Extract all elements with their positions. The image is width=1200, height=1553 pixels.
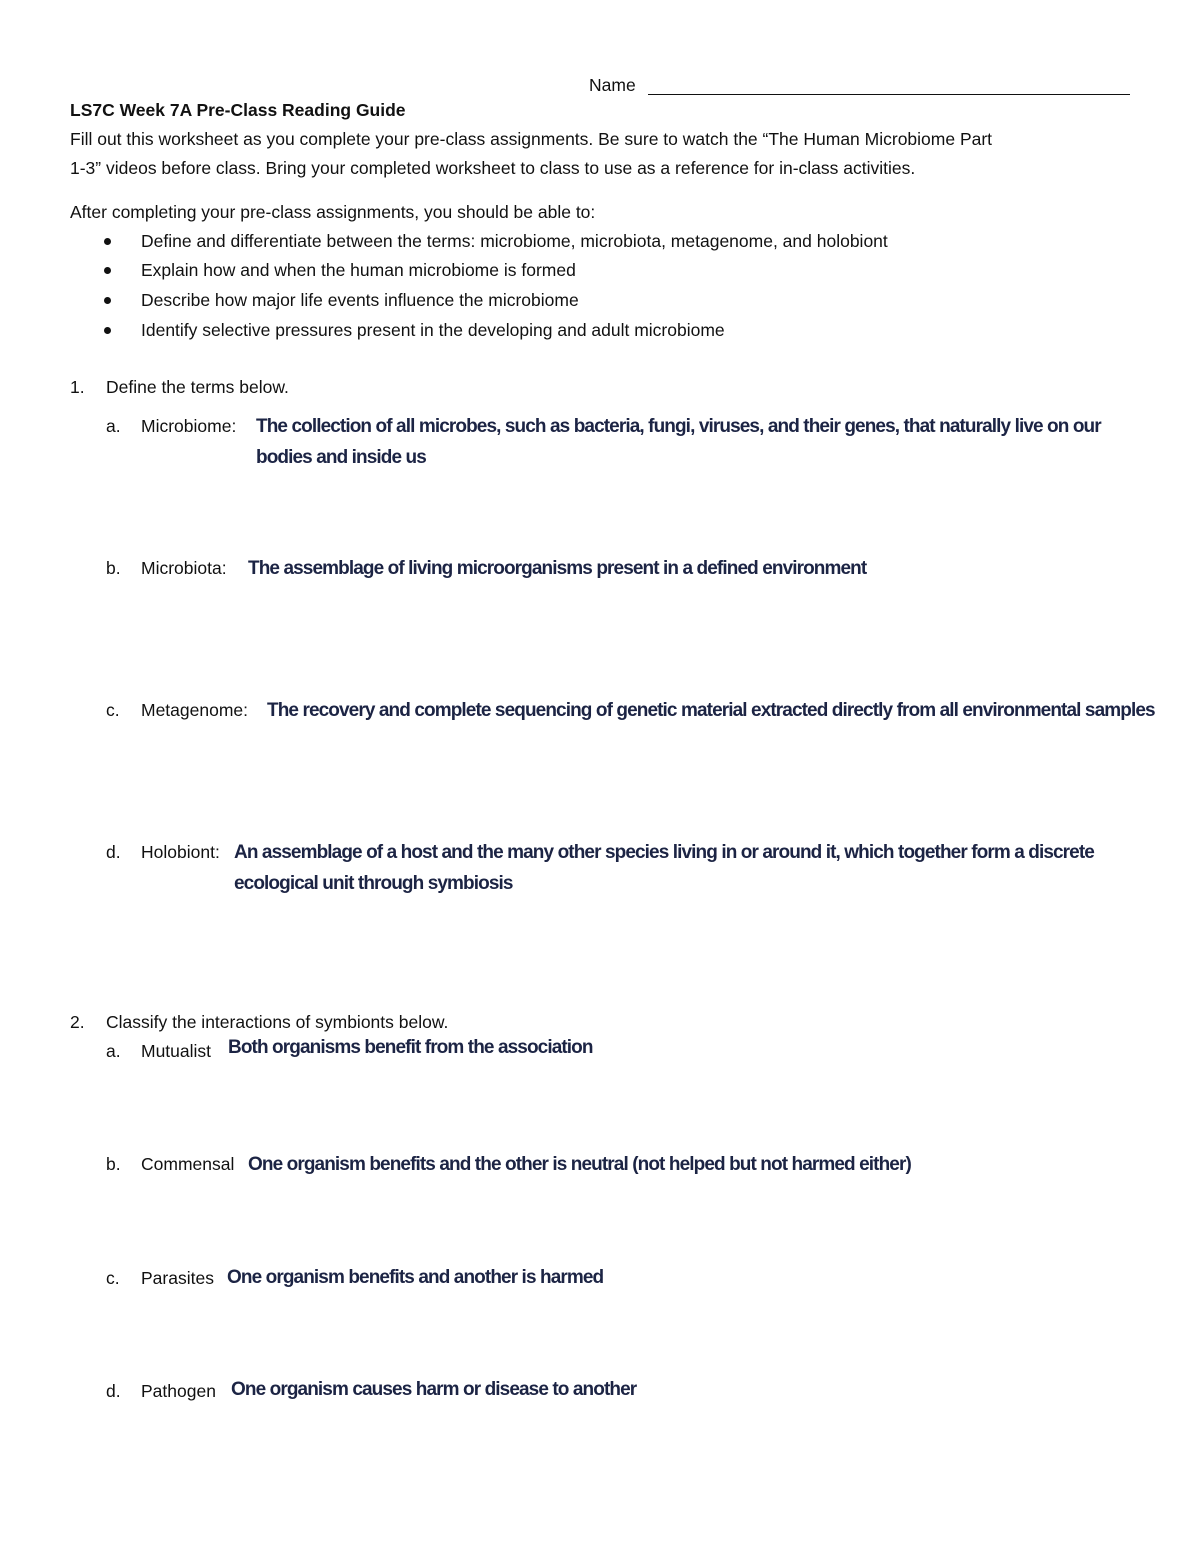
bullet-icon: [104, 297, 111, 304]
intro-line-2: 1-3” videos before class. Bring your completed worksheet to class to use as a reference for in-class activities.: [70, 158, 916, 178]
objective-item: Define and differentiate between the terms: microbiome, microbiota, metagenome, and holobiont: [141, 231, 888, 251]
objective-item: Identify selective pressures present in the developing and adult microbiome: [141, 320, 725, 340]
q2a-answer: Both organisms benefit from the association: [228, 1037, 593, 1058]
page-title: LS7C Week 7A Pre-Class Reading Guide: [70, 100, 406, 120]
objective-item: Describe how major life events influence the microbiome: [141, 290, 579, 310]
q2b-term: Commensal: [141, 1154, 235, 1174]
q1-number: 1.: [70, 377, 85, 397]
q2c-answer: One organism benefits and another is harmed: [227, 1267, 604, 1288]
q1d-letter: d.: [106, 842, 121, 862]
q1b-term: Microbiota:: [141, 558, 227, 578]
name-blank-line: [648, 94, 1130, 95]
q1a-term: Microbiome:: [141, 416, 237, 436]
q1-prompt: Define the terms below.: [106, 377, 289, 397]
q2a-term: Mutualist: [141, 1041, 212, 1061]
q1c-letter: c.: [106, 700, 120, 720]
q2d-term: Pathogen: [141, 1381, 216, 1401]
q2c-letter: c.: [106, 1268, 120, 1288]
q1c-answer: The recovery and complete sequencing of genetic material extracted directly from all environmental samples: [267, 700, 1155, 721]
objective-item: Explain how and when the human microbiome is formed: [141, 260, 576, 280]
name-label: Name: [589, 75, 636, 95]
q1a-answer: The collection of all microbes, such as bacteria, fungi, viruses, and their genes, that naturally live on our bodies and inside us: [256, 416, 1101, 468]
intro-line-1: Fill out this worksheet as you complete your pre-class assignments. Be sure to watch the “The Human Microbiome Part: [70, 129, 993, 149]
q2-prompt: Classify the interactions of symbionts below.: [106, 1012, 449, 1032]
q1c-term: Metagenome:: [141, 700, 249, 720]
q1b-letter: b.: [106, 558, 121, 578]
bullet-icon: [104, 267, 111, 274]
q1a-letter: a.: [106, 416, 121, 436]
q1d-answer: An assemblage of a host and the many other species living in or around it, which together form a discrete ecological unit through symbiosis: [234, 842, 1094, 894]
q2b-letter: b.: [106, 1154, 121, 1174]
q2a-letter: a.: [106, 1041, 121, 1061]
q1d-term: Holobiont:: [141, 842, 220, 862]
q2d-letter: d.: [106, 1381, 121, 1401]
bullet-icon: [104, 238, 111, 245]
bullet-icon: [104, 327, 111, 334]
q2c-term: Parasites: [141, 1268, 214, 1288]
q2-number: 2.: [70, 1012, 85, 1032]
objectives-lead: After completing your pre-class assignments, you should be able to:: [70, 202, 596, 222]
q2d-answer: One organism causes harm or disease to another: [231, 1379, 637, 1400]
q2b-answer: One organism benefits and the other is neutral (not helped but not harmed either): [248, 1154, 911, 1175]
q1b-answer: The assemblage of living microorganisms present in a defined environment: [248, 558, 867, 579]
